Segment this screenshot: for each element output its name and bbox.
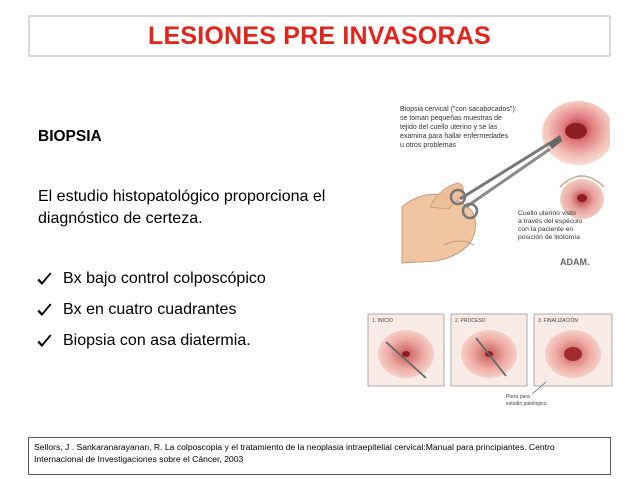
caption-line: se toman pequeñas muestras de <box>400 115 502 122</box>
caption-line: u otros problemas <box>400 142 457 149</box>
bullet-list <box>36 267 266 360</box>
checkmark-icon <box>36 333 53 350</box>
section-heading: BIOPSIA <box>38 128 102 145</box>
caption-line: examina para hallar enfermedades <box>400 133 509 140</box>
checkmark-icon <box>36 302 53 319</box>
title-box <box>28 15 611 57</box>
caption-line: Biopsia cervical ("con sacabocados"): <box>400 106 517 113</box>
panel-label: 3. FINALIZACIÓN <box>538 318 579 324</box>
reference-box <box>28 437 611 475</box>
checkmark-icon <box>36 271 53 288</box>
bullet-item <box>36 329 266 353</box>
cervical-biopsy-illustration <box>400 95 610 270</box>
body-paragraph: El estudio histopatológico proporciona el diagnóstico de certeza. <box>38 188 326 227</box>
caption2-line: con la paciente en <box>518 226 574 233</box>
caption-line: tejido del cuello uterino y se las <box>400 124 498 131</box>
slide-title: LESIONES PRE INVASORAS <box>148 21 491 50</box>
adam-logo: ADAM. <box>560 257 590 267</box>
reference-text: Sellors, J . Sankaranarayanan, R. La colposcopia y el tratamiento de la neoplasia intraepitelial cervical:Manual para principiantes. Centro Internacional de Investigaciones sobre el Cáncer, 2003 <box>34 442 555 464</box>
panel-label: 1. INICIO <box>372 318 393 324</box>
bullet-text: Bx bajo control colposcópico <box>63 270 266 287</box>
panel-label: 2. PROCESO <box>455 318 486 324</box>
note-line: estudio patológico. <box>506 401 548 407</box>
bullet-item <box>36 298 266 322</box>
caption2-line: Cuello uterino visto <box>518 210 576 217</box>
bullet-item <box>36 267 266 291</box>
bullet-text: Bx en cuatro cuadrantes <box>63 301 237 318</box>
bullet-text: Biopsia con asa diatermia. <box>63 332 251 349</box>
caption2-line: a través del espéculo <box>518 218 583 225</box>
caption2-line: posición de litotomía <box>518 234 580 241</box>
leep-procedure-illustration <box>366 312 614 414</box>
note-line: Pieza para <box>506 394 530 400</box>
